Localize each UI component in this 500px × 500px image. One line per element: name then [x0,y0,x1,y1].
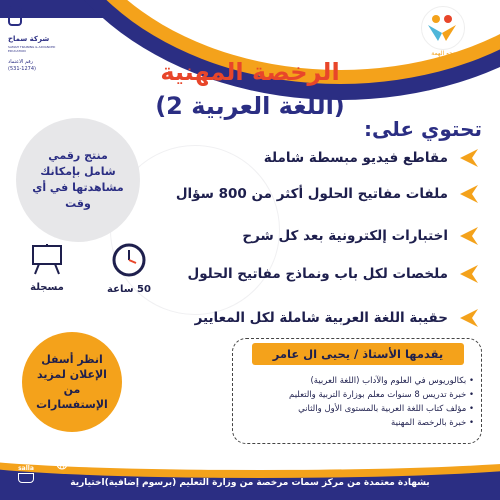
feature-text: ملفات مفاتيح الحلول أكثر من 800 سؤال [175,186,448,202]
chevron-left-icon [456,147,480,169]
recorded-indicator [22,242,72,293]
chevron-left-icon [456,183,480,205]
samah-logo [8,6,66,72]
license-label: رقم الاعتماد [8,59,34,65]
digital-product-badge [16,118,140,242]
store-name: سلة [20,458,32,465]
samah-logo-mark [8,6,22,26]
digital-product-text: منتج رقمي شامل بإمكانك مشاهدتها في أي وقت [32,149,124,210]
globe-icon [56,458,68,470]
brand-logo-icon [421,6,465,50]
website-link[interactable]: https://towardss.com [72,457,167,467]
chevron-left-icon [456,307,480,329]
feature-item [150,224,480,248]
duration-label: 50 ساعة [107,284,151,295]
feature-text: ملخصات لكل باب ونماذج مفاتيح الحلول [187,266,448,282]
teacher-name: يقدمها الأستاذ / يحيى ال عامر [272,347,444,361]
license-number: (531-1274) [8,66,36,72]
accreditation-note: بشهادة معتمدة من مركز سمات مرخصة من وزارة التعليم (برسوم إضافية)اختيارية [70,478,430,488]
feature-text: حقيبة اللغة العربية شاملة لكل المعايير [194,310,448,326]
feature-text: اختبارات إلكترونية بعد كل شرح [242,228,448,244]
feature-item [150,262,480,286]
brand-logo-name: نحو الهمة [431,50,455,57]
board-icon [27,242,67,276]
feature-item [150,146,480,170]
chevron-left-icon [456,263,480,285]
brand-logo [418,6,468,64]
teacher-credential: • خبرة بالرخصة المهنية [260,418,474,428]
teacher-credential: • خبرة تدريس 8 سنوات معلم بوزارة التربية والتعليم [260,390,474,400]
teacher-header [252,343,464,365]
recorded-label: مسجلة [30,282,64,293]
samah-logo-name: شركة سماح [8,35,50,43]
chevron-left-icon [456,225,480,247]
page-title: الرخصة المهنية [160,58,340,86]
samah-logo-subtitle: SAMAH TRAINING & ADVANCED EDUCATION [8,45,56,53]
store-sub: salla [18,465,34,472]
duration-indicator [104,242,154,295]
contains-label: تحتوي على: [364,117,482,141]
teacher-credential: • بكالوريوس في العلوم والآداب (اللغة العربية) [260,376,474,386]
clock-icon [111,242,147,278]
page-subtitle: (اللغة العربية 2) [155,92,345,120]
contact-text: انظر أسفل الإعلان لمزيد من الإستفسارات [36,353,108,411]
feature-text: مقاطع فيديو مبسطة شاملة [263,150,448,166]
teacher-credential: • مؤلف كتاب اللغة العربية بالمستوى الأول والثاني [260,404,474,414]
contact-badge [22,332,122,432]
feature-item [150,306,480,330]
feature-item [150,182,480,206]
